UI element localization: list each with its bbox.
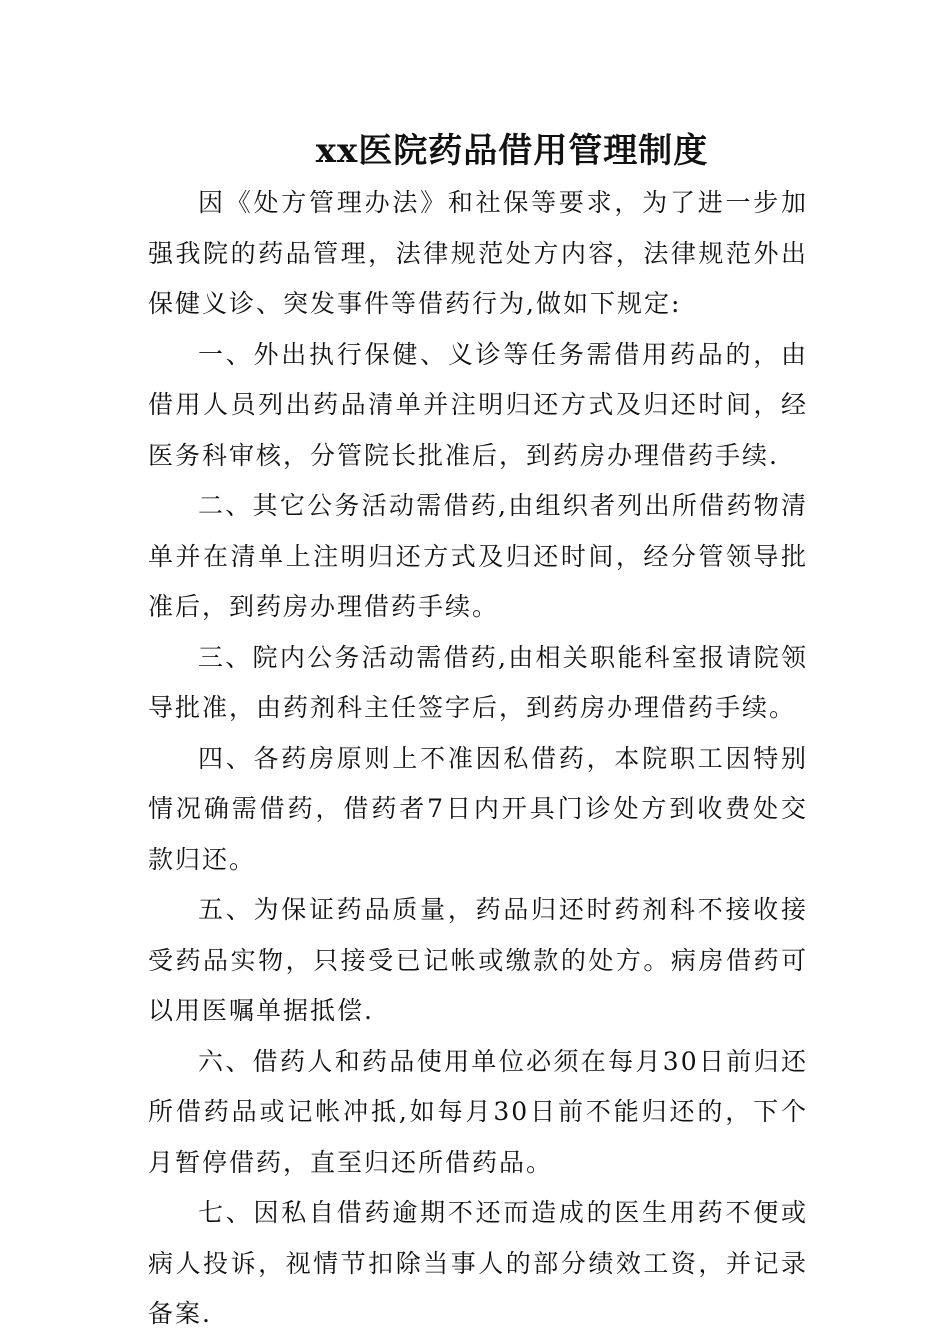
rule-paragraph-6: 六、借药人和药品使用单位必须在每月30日前归还所借药品或记帐冲抵,如每月30日前不能归还的，下个月暂停借药，直至归还所借药品。 bbox=[148, 1046, 808, 1177]
document-title: xx医院药品借用管理制度 bbox=[315, 131, 709, 171]
rule-paragraph-5: 五、为保证药品质量，药品归还时药剂科不接收接受药品实物，只接受已记帐或缴款的处方。病房借药可以用医嘱单据抵偿. bbox=[148, 895, 808, 1025]
rule-paragraph-1: 一、外出执行保健、义诊等任务需借用药品的，由借用人员列出药品清单并注明归还方式及归还时间，经医务科审核，分管院长批准后，到药房办理借药手续. bbox=[148, 339, 808, 470]
rule-paragraph-3: 三、院内公务活动需借药,由相关职能科室报请院领导批准，由药剂科主任签字后，到药房办理借药手续。 bbox=[148, 642, 808, 722]
rule-paragraph-4: 四、各药房原则上不准因私借药，本院职工因特别情况确需借药，借药者7日内开具门诊处方到收费处交款归还。 bbox=[148, 743, 808, 874]
document-body bbox=[148, 178, 808, 1340]
intro-paragraph: 因《处方管理办法》和社保等要求，为了进一步加强我院的药品管理，法律规范处方内容，法律规范外出保健义诊、突发事件等借药行为,做如下规定: bbox=[148, 188, 808, 318]
rule-paragraph-7: 七、因私自借药逾期不还而造成的医生用药不便或病人投诉，视情节扣除当事人的部分绩效工资，并记录备案. bbox=[148, 1198, 808, 1328]
rule-paragraph-2: 二、其它公务活动需借药,由组织者列出所借药物清单并在清单上注明归还方式及归还时间，经分管领导批准后，到药房办理借药手续。 bbox=[148, 491, 808, 621]
